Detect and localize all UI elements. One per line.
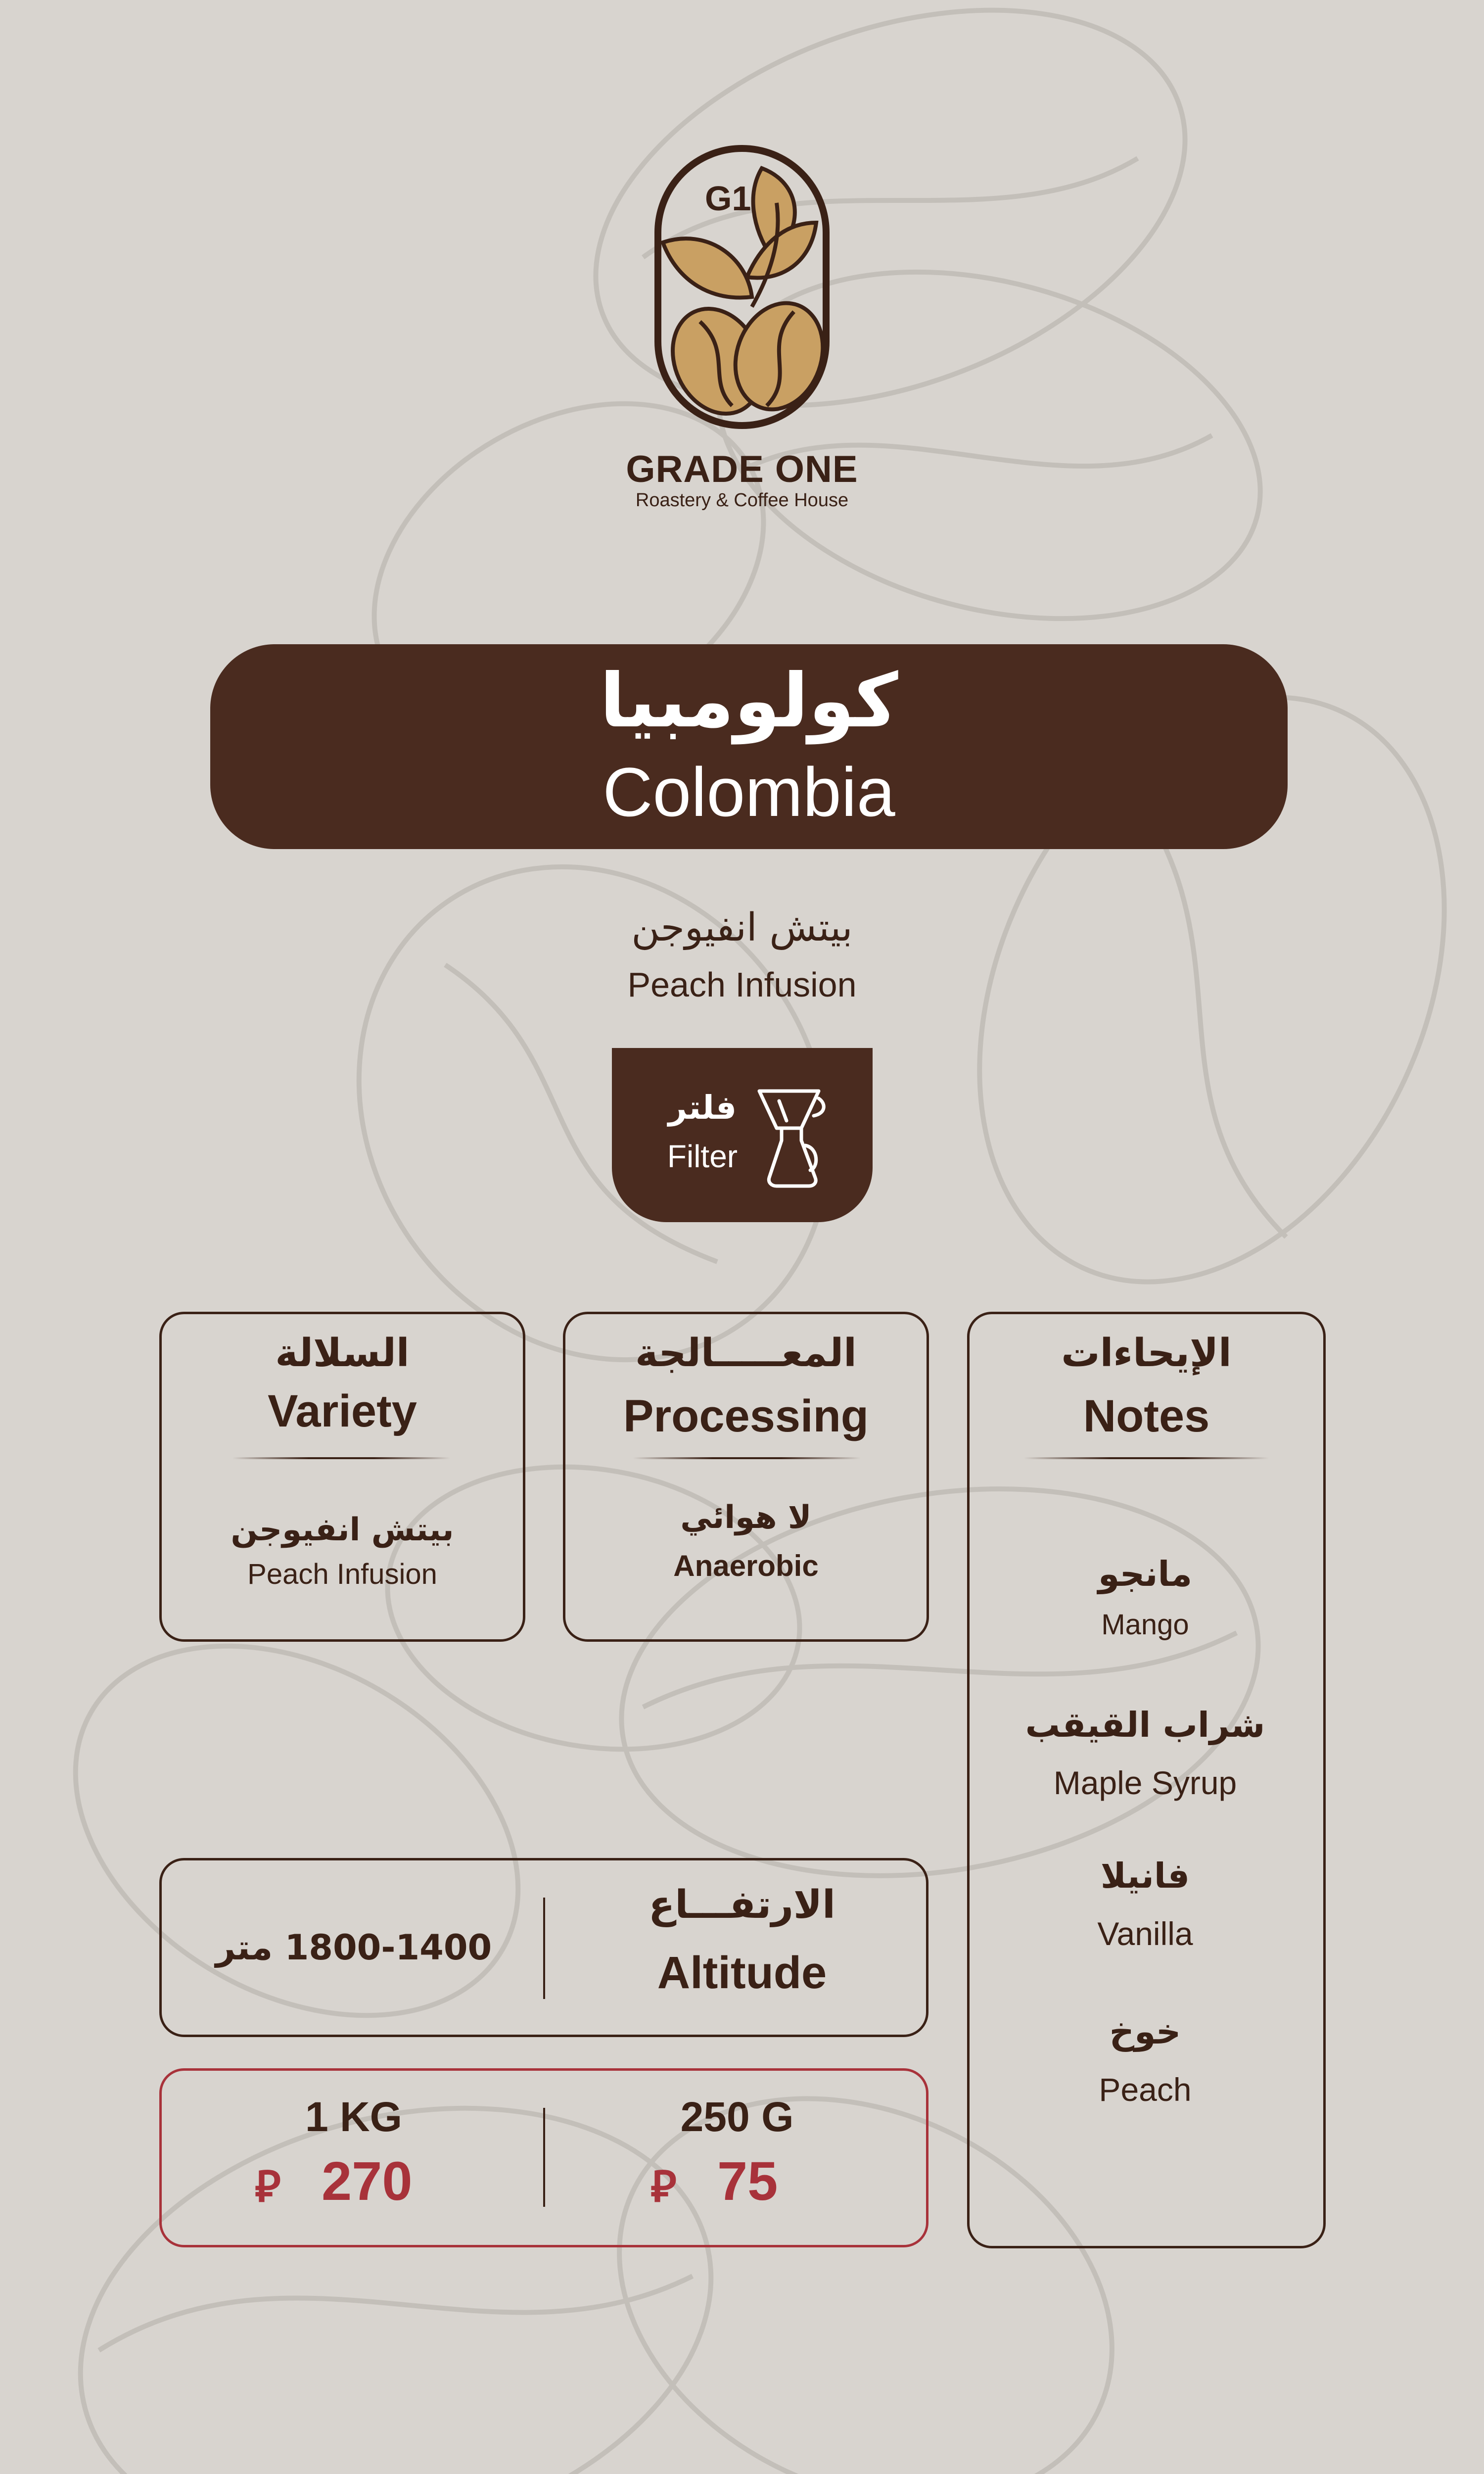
altitude-divider: [543, 1898, 545, 1999]
brand-name: GRADE ONE: [626, 448, 858, 490]
brew-method-badge: [612, 1048, 873, 1222]
grade-one-logo: [653, 143, 831, 430]
note-en: Maple Syrup: [1053, 1764, 1237, 1801]
altitude-value: 1800-1400 متر: [215, 1927, 492, 1968]
price-size: 1 KG: [305, 2093, 403, 2140]
coffee-name-ar: بيتش انفيوجن: [631, 905, 853, 950]
variety-label-en: Variety: [268, 1386, 417, 1436]
notes-label-ar: الإيحاءات: [1061, 1331, 1232, 1376]
variety-label-ar: السلالة: [275, 1331, 410, 1376]
price-value: 270: [322, 2151, 413, 2212]
variety-value-en: Peach Infusion: [247, 1558, 437, 1590]
origin-name-ar: كولومبيا: [600, 658, 898, 744]
svg-text:G1: G1: [705, 179, 751, 218]
altitude-label-ar: الارتفـــاع: [649, 1883, 835, 1927]
price-value: 75: [717, 2151, 778, 2212]
notes-divider: [1024, 1457, 1269, 1459]
note-ar: فانيلا: [1100, 1856, 1190, 1896]
processing-value-en: Anaerobic: [673, 1549, 819, 1582]
riyal-icon: ⃁: [650, 2161, 677, 2212]
variety-value-ar: بيتش انفيوجن: [231, 1512, 454, 1548]
note-ar: مانجو: [1098, 1554, 1193, 1594]
processing-value-ar: لا هوائي: [680, 1499, 812, 1536]
processing-divider: [633, 1457, 861, 1459]
price-divider: [543, 2108, 545, 2207]
pour-over-icon: [752, 1081, 826, 1190]
processing-label-ar: المعـــــالجة: [635, 1331, 857, 1376]
note-ar: خوخ: [1109, 2011, 1181, 2052]
variety-divider: [232, 1457, 450, 1459]
brew-method-ar: فلتر: [668, 1089, 737, 1127]
note-en: Vanilla: [1097, 1915, 1193, 1952]
riyal-icon: ⃁: [255, 2161, 281, 2212]
note-ar: شراب القيقب: [1025, 1705, 1265, 1745]
altitude-label-en: Altitude: [657, 1948, 827, 1998]
note-en: Mango: [1101, 1609, 1189, 1641]
brand-tagline: Roastery & Coffee House: [635, 490, 849, 511]
notes-label-en: Notes: [1083, 1391, 1210, 1441]
note-en: Peach: [1099, 2071, 1192, 2108]
origin-name-en: Colombia: [603, 753, 895, 831]
processing-label-en: Processing: [623, 1391, 869, 1441]
price-size: 250 G: [680, 2093, 794, 2140]
brew-method-en: Filter: [667, 1139, 738, 1174]
coffee-name-en: Peach Infusion: [627, 965, 857, 1004]
